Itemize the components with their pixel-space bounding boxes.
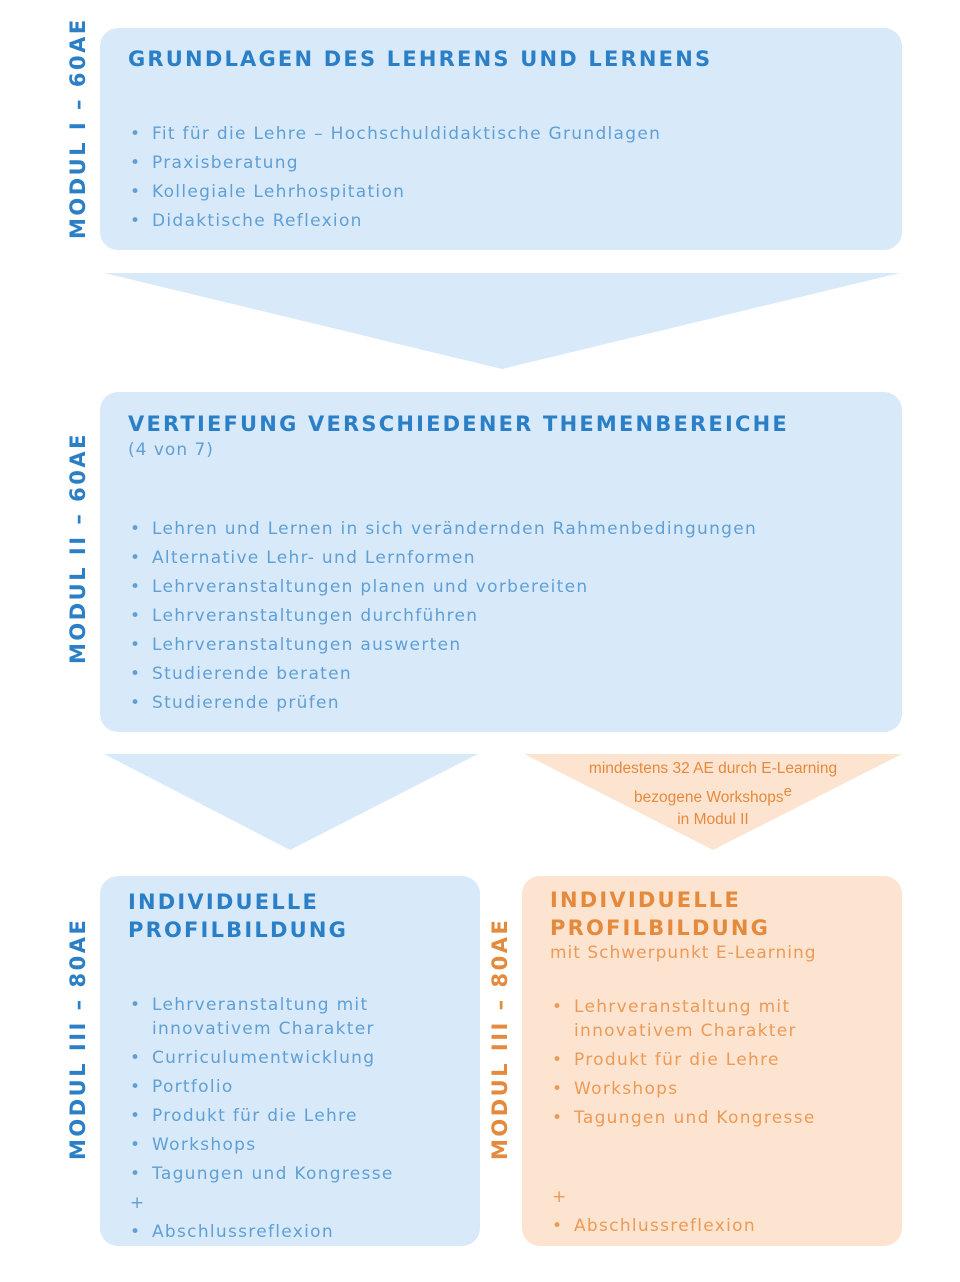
list-item: • Curriculumentwicklung	[130, 1044, 470, 1073]
list-item: • Produkt für die Lehre	[130, 1102, 470, 1131]
arrow-down-icon	[0, 265, 960, 385]
modul3-right-list	[552, 992, 892, 1241]
note-line-2-text: bezogene Workshops	[634, 788, 784, 806]
modul1-list	[130, 120, 870, 236]
list-item: • Lehren und Lernen in sich verändernden Rahmenbedingungen	[130, 515, 890, 544]
list-item: • Produkt für die Lehre	[552, 1046, 892, 1075]
modul2-label: MODUL II – 60AE	[66, 432, 90, 664]
note-line-2	[540, 781, 886, 810]
note-line-1: mindestens 32 AE durch E-Learning	[588, 760, 838, 777]
modul3-right-subtitle: mit Schwerpunkt E-Learning	[550, 943, 817, 963]
list-item: • Lehrveranstaltungen durchführen	[130, 602, 890, 631]
title-line: PROFILBILDUNG	[550, 916, 771, 940]
plus-sign: +	[552, 1187, 568, 1207]
list-item: • Abschlussreflexion	[130, 1218, 470, 1247]
modul1-label: MODUL I – 60AE	[66, 17, 90, 239]
modul3-left-list	[130, 990, 470, 1247]
modul2-title: VERTIEFUNG VERSCHIEDENER THEMENBEREICHE	[128, 412, 789, 436]
list-item: • Abschlussreflexion	[552, 1212, 892, 1241]
title-line: INDIVIDUELLE	[128, 890, 320, 914]
title-line: INDIVIDUELLE	[550, 888, 742, 912]
list-item: • Alternative Lehr- und Lernformen	[130, 544, 890, 573]
list-item: • Lehrveranstaltung mit innovativem Charakter	[130, 990, 470, 1044]
modul3-left-label: MODUL III – 80AE	[66, 917, 90, 1160]
list-item: • Praxisberatung	[130, 149, 870, 178]
list-item: • Tagungen und Kongresse	[552, 1104, 892, 1133]
list-item: • Studierende prüfen	[130, 689, 890, 718]
list-item: • Portfolio	[130, 1073, 470, 1102]
list-item: • Lehrveranstaltungen planen und vorbereiten	[130, 573, 890, 602]
list-item: • Tagungen und Kongresse	[130, 1160, 470, 1189]
plus-sign: +	[130, 1193, 146, 1213]
note-line-3: in Modul II	[677, 811, 749, 829]
elearning-note	[540, 758, 886, 832]
list-item: • Workshops	[130, 1131, 470, 1160]
modul3-right-title	[550, 886, 770, 942]
list-item: • Workshops	[552, 1075, 892, 1104]
title-line: PROFILBILDUNG	[128, 918, 349, 942]
arrow-down-icon	[100, 748, 500, 858]
list-item: • Lehrveranstaltung mit innovativem Charakter	[552, 992, 892, 1046]
modul3-right-label: MODUL III – 80AE	[488, 917, 512, 1160]
modul1-title: GRUNDLAGEN DES LEHRENS UND LERNENS	[128, 47, 713, 71]
modul2-list	[130, 515, 890, 718]
list-item: • Lehrveranstaltungen auswerten	[130, 631, 890, 660]
modul2-subtitle: (4 von 7)	[128, 440, 214, 460]
list-item: • Kollegiale Lehrhospitation	[130, 178, 870, 207]
note-superscript: e	[783, 782, 792, 800]
list-item: • Studierende beraten	[130, 660, 890, 689]
modul3-left-title	[128, 888, 348, 944]
list-item: • Didaktische Reflexion	[130, 207, 870, 236]
list-item: • Fit für die Lehre – Hochschuldidaktische Grundlagen	[130, 120, 870, 149]
